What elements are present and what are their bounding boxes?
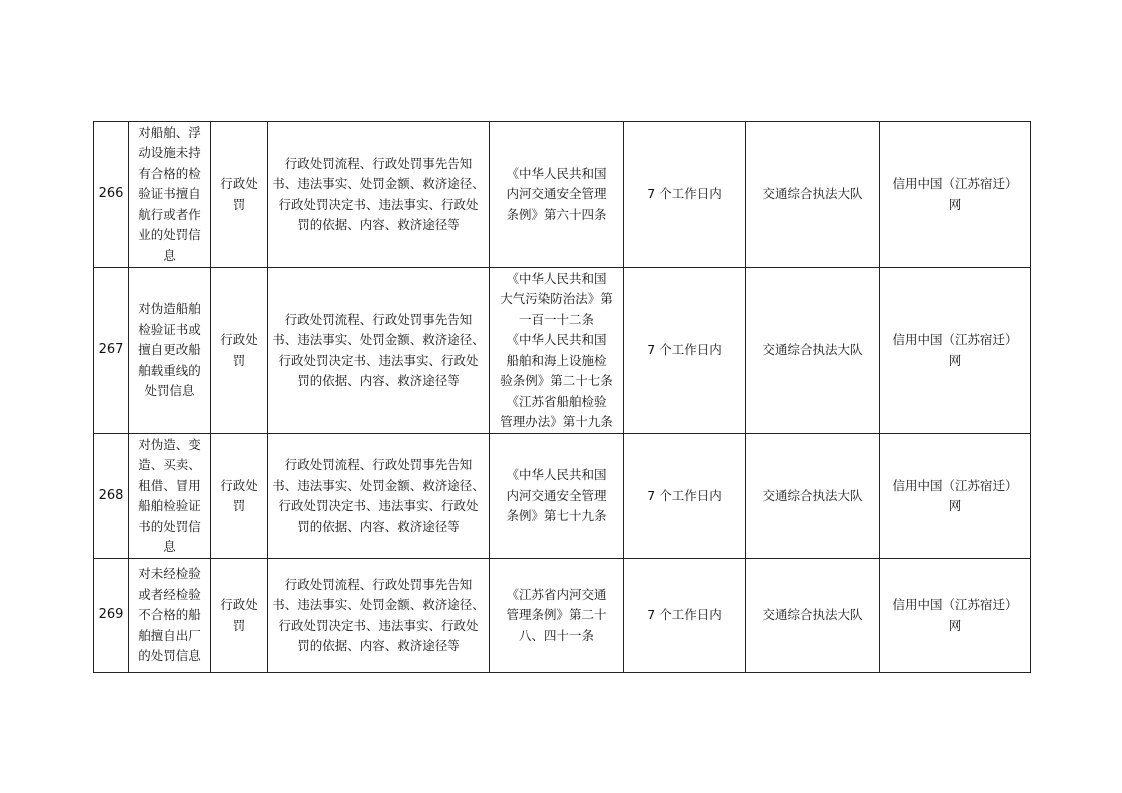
category-cell: 行政处 罚 bbox=[211, 268, 268, 434]
agency-cell: 交通综合执法大队 bbox=[746, 268, 880, 434]
channel-cell: 信用中国（江苏宿迁） 网 bbox=[880, 268, 1031, 434]
channel-cell: 信用中国（江苏宿迁） 网 bbox=[880, 122, 1031, 268]
agency-cell: 交通综合执法大队 bbox=[746, 559, 880, 673]
row-number-cell: 267 bbox=[94, 268, 129, 434]
content-cell: 行政处罚流程、行政处罚事先告知 书、违法事实、处罚金额、救济途径、 行政处罚决定书、违法事实、行政处 罚的依据、内容、救济途径等 bbox=[268, 434, 490, 559]
time-limit-cell: 7 个工作日内 bbox=[624, 434, 746, 559]
time-limit-cell: 7 个工作日内 bbox=[624, 122, 746, 268]
legal-basis-cell: 《中华人民共和国 大气污染防治法》第 一百一十二条 《中华人民共和国 船舶和海上设施检 验条例》第二十七条 《江苏省船舶检验 管理办法》第十九条 bbox=[490, 268, 624, 434]
item-name-cell: 对伪造、变 造、买卖、 租借、冒用 船舶检验证 书的处罚信 息 bbox=[129, 434, 211, 559]
item-name-cell: 对船舶、浮 动设施未持 有合格的检 验证书擅自 航行或者作 业的处罚信 息 bbox=[129, 122, 211, 268]
table-row bbox=[94, 122, 1031, 268]
content-cell: 行政处罚流程、行政处罚事先告知 书、违法事实、处罚金额、救济途径、 行政处罚决定书、违法事实、行政处 罚的依据、内容、救济途径等 bbox=[268, 559, 490, 673]
time-limit-cell: 7 个工作日内 bbox=[624, 268, 746, 434]
agency-cell: 交通综合执法大队 bbox=[746, 434, 880, 559]
content-cell: 行政处罚流程、行政处罚事先告知 书、违法事实、处罚金额、救济途径、 行政处罚决定书、违法事实、行政处 罚的依据、内容、救济途径等 bbox=[268, 268, 490, 434]
row-number-cell: 268 bbox=[94, 434, 129, 559]
channel-cell: 信用中国（江苏宿迁） 网 bbox=[880, 559, 1031, 673]
channel-cell: 信用中国（江苏宿迁） 网 bbox=[880, 434, 1031, 559]
legal-basis-cell: 《江苏省内河交通 管理条例》第二十 八、四十一条 bbox=[490, 559, 624, 673]
table-row bbox=[94, 268, 1031, 434]
time-limit-cell: 7 个工作日内 bbox=[624, 559, 746, 673]
row-number-cell: 266 bbox=[94, 122, 129, 268]
category-cell: 行政处 罚 bbox=[211, 122, 268, 268]
legal-basis-cell: 《中华人民共和国 内河交通安全管理 条例》第七十九条 bbox=[490, 434, 624, 559]
disclosure-table bbox=[93, 121, 1031, 673]
document-page bbox=[93, 121, 1030, 673]
item-name-cell: 对未经检验 或者经检验 不合格的船 舶擅自出厂 的处罚信息 bbox=[129, 559, 211, 673]
legal-basis-cell: 《中华人民共和国 内河交通安全管理 条例》第六十四条 bbox=[490, 122, 624, 268]
table-row bbox=[94, 434, 1031, 559]
agency-cell: 交通综合执法大队 bbox=[746, 122, 880, 268]
content-cell: 行政处罚流程、行政处罚事先告知 书、违法事实、处罚金额、救济途径、 行政处罚决定书、违法事实、行政处 罚的依据、内容、救济途径等 bbox=[268, 122, 490, 268]
row-number-cell: 269 bbox=[94, 559, 129, 673]
category-cell: 行政处 罚 bbox=[211, 434, 268, 559]
category-cell: 行政处 罚 bbox=[211, 559, 268, 673]
table-row bbox=[94, 559, 1031, 673]
item-name-cell: 对伪造船舶 检验证书或 擅自更改船 舶载重线的 处罚信息 bbox=[129, 268, 211, 434]
